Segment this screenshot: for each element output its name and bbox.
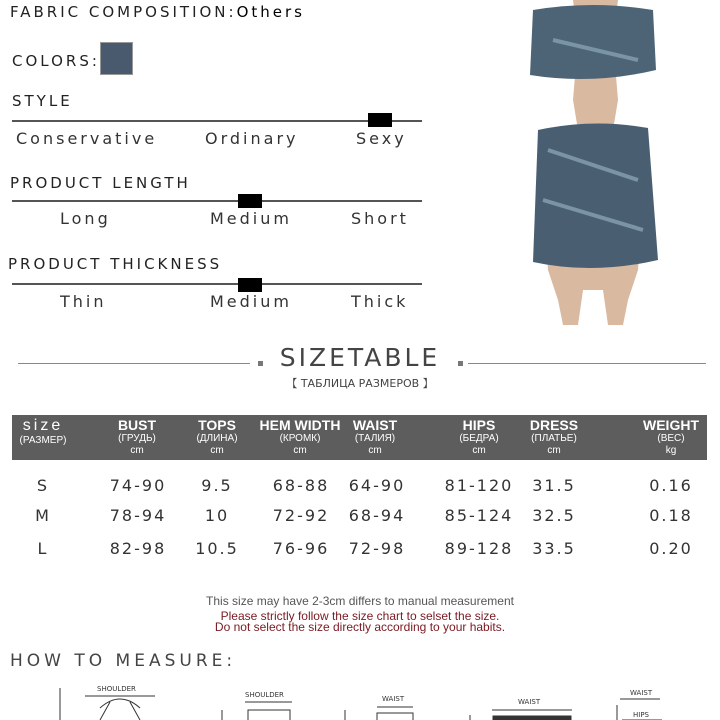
table-cell: 32.5 bbox=[532, 506, 576, 525]
color-swatch[interactable] bbox=[100, 42, 133, 75]
diagram-label: HIPS bbox=[633, 711, 649, 719]
style-scale bbox=[12, 120, 422, 122]
length-marker bbox=[238, 194, 262, 208]
fabric-composition bbox=[10, 3, 305, 21]
thickness-option: Thick bbox=[351, 292, 409, 311]
diagram-label: WAIST bbox=[382, 695, 405, 703]
warning-note-2: Do not select the size directly according to your habits. bbox=[214, 620, 506, 634]
thickness-scale bbox=[12, 283, 422, 285]
table-cell: 81-120 bbox=[444, 476, 514, 495]
sizetable-subtitle: 【 ТАБЛИЦА РАЗМЕРОВ 】 bbox=[286, 377, 434, 390]
table-cell: 89-128 bbox=[444, 539, 514, 558]
header-weight: WEIGHT (ВЕС) kg bbox=[643, 417, 699, 456]
size-label: S bbox=[36, 476, 50, 495]
header-hem-width: HEM WIDTH (КРОМК) cm bbox=[259, 417, 341, 456]
length-scale bbox=[12, 200, 422, 202]
length-label: PRODUCT LENGTH bbox=[10, 174, 191, 192]
table-cell: 0.18 bbox=[649, 506, 693, 525]
table-cell: 72-92 bbox=[272, 506, 330, 525]
table-cell: 74-90 bbox=[109, 476, 167, 495]
thickness-option: Medium bbox=[210, 292, 292, 311]
style-option: Conservative bbox=[16, 129, 158, 148]
header-size: size (РАЗМЕР) bbox=[19, 417, 67, 446]
table-cell: 0.20 bbox=[649, 539, 693, 558]
measurement-note: This size may have 2-3cm differs to manual measurement bbox=[206, 594, 514, 608]
thickness-marker bbox=[238, 278, 262, 292]
how-to-measure-title: HOW TO MEASURE: bbox=[10, 651, 237, 671]
sizetable-title: SIZETABLE bbox=[279, 343, 441, 372]
diagram-label: WAIST bbox=[630, 689, 653, 697]
table-cell: 72-98 bbox=[348, 539, 406, 558]
style-marker bbox=[368, 113, 392, 127]
length-option: Short bbox=[351, 209, 409, 228]
length-option: Long bbox=[60, 209, 111, 228]
header-dress: DRESS (ПЛАТЬЕ) cm bbox=[529, 417, 579, 456]
table-cell: 9.5 bbox=[201, 476, 233, 495]
header-hips: HIPS (БЕДРА) cm bbox=[459, 417, 499, 456]
table-cell: 33.5 bbox=[532, 539, 576, 558]
thickness-label: PRODUCT THICKNESS bbox=[8, 255, 223, 273]
table-cell: 68-94 bbox=[348, 506, 406, 525]
length-option: Medium bbox=[210, 209, 292, 228]
table-cell: 76-96 bbox=[272, 539, 330, 558]
header-bust: BUST (ГРУДЬ) cm bbox=[117, 417, 157, 456]
colors-label: COLORS: bbox=[12, 52, 100, 70]
measurement-diagrams bbox=[0, 680, 720, 720]
header-waist: WAIST (ТАЛИЯ) cm bbox=[352, 417, 398, 456]
thickness-option: Thin bbox=[60, 292, 107, 311]
size-label: M bbox=[35, 506, 51, 525]
table-cell: 10.5 bbox=[195, 539, 239, 558]
table-cell: 82-98 bbox=[109, 539, 167, 558]
fabric-value: Others bbox=[236, 3, 305, 21]
size-table-header bbox=[12, 415, 707, 460]
size-label: L bbox=[37, 539, 49, 558]
table-cell: 31.5 bbox=[532, 476, 576, 495]
header-tops: TOPS (ДЛИНА) cm bbox=[196, 417, 238, 456]
table-cell: 10 bbox=[204, 506, 230, 525]
style-option: Sexy bbox=[356, 129, 407, 148]
style-option: Ordinary bbox=[205, 129, 299, 148]
diagram-label: SHOULDER bbox=[245, 691, 284, 699]
table-cell: 68-88 bbox=[272, 476, 330, 495]
warning-note-1: Please strictly follow the size chart to selset the size. bbox=[220, 609, 500, 623]
table-cell: 85-124 bbox=[444, 506, 514, 525]
diagram-label: SHOULDER bbox=[97, 685, 136, 693]
table-cell: 0.16 bbox=[649, 476, 693, 495]
product-photo bbox=[518, 0, 668, 328]
table-cell: 64-90 bbox=[348, 476, 406, 495]
diagram-label: WAIST bbox=[518, 698, 541, 706]
fabric-label: FABRIC COMPOSITION: bbox=[10, 3, 237, 21]
table-cell: 78-94 bbox=[109, 506, 167, 525]
style-label: STYLE bbox=[12, 92, 73, 110]
